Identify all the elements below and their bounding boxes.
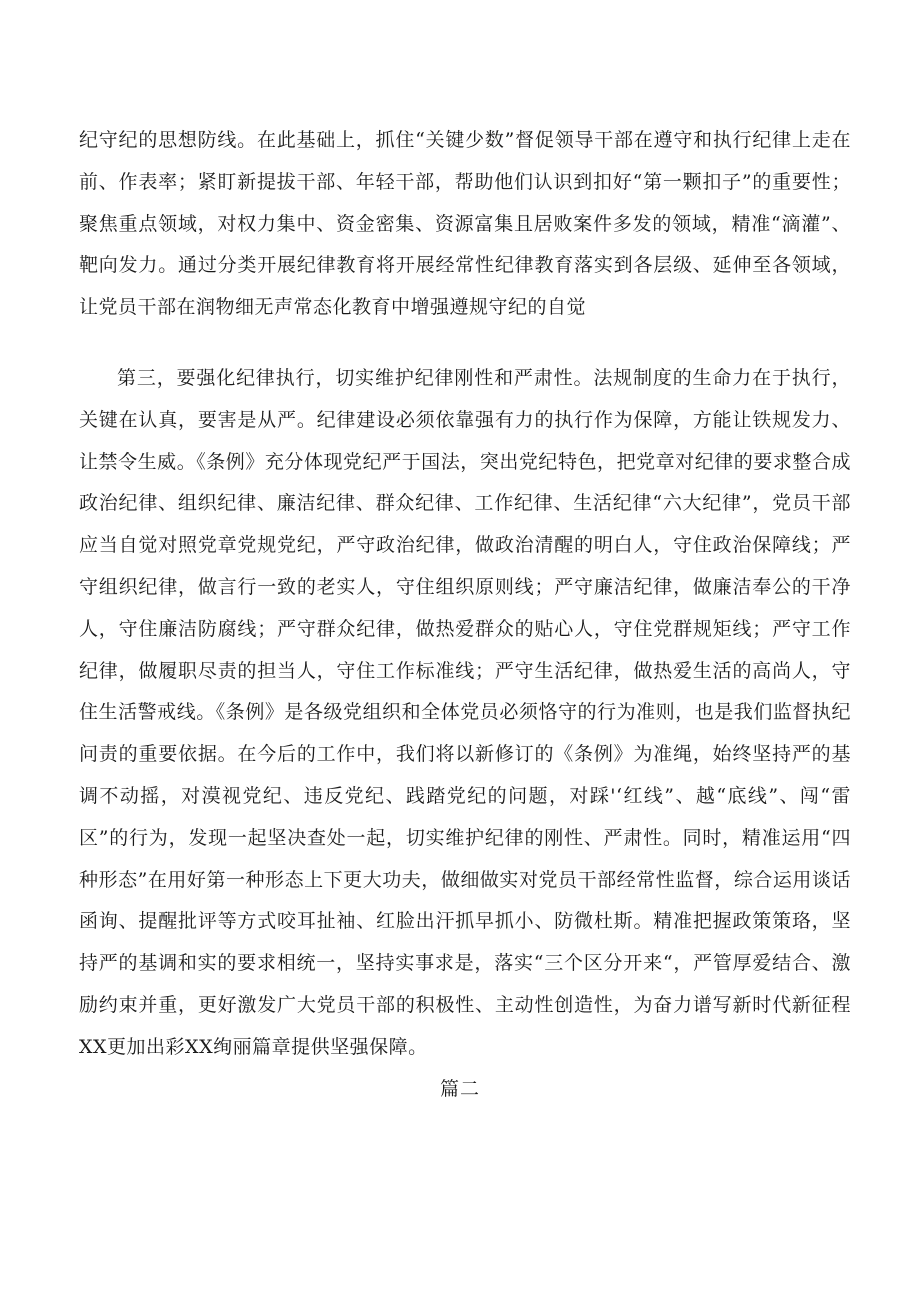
- section-title: 篇二: [439, 1078, 480, 1100]
- document-body: [79, 120, 851, 1069]
- paragraph-third-point: 第三，要强化纪律执行，切实维护纪律刚性和严肃性。法规制度的生命力在于执行，关键在认真，要害是从严。纪律建设必须依靠强有力的执行作为保障，方能让铁规发力、让禁令生威。《条例》充分体现党纪严于国法，突出党纪特色，把党章对纪律的要求整合成政治纪律、组织纪律、廉洁纪律、群众纪律、工作纪律、生活纪律“六大纪律”，党员干部应当自觉对照党章党规党纪，严守政治纪律，做政治清醒的明白人，守住政治保障线；严守组织纪律，做言行一致的老实人，守住组织原则线；严守廉洁纪律，做廉洁奉公的干净人，守住廉洁防腐线；严守群众纪律，做热爱群众的贴心人，守住党群规矩线；严守工作纪律，做履职尽责的担当人，守住工作标准线；严守生活纪律，做热爱生活的高尚人，守住生活警戒线。《条例》是各级党组织和全体党员必须恪守的行为准则，也是我们监督执纪问责的重要依据。在今后的工作中，我们将以新修订的《条例》为准绳，始终坚持严的基调不动摇，对漠视党纪、违反党纪、践踏党纪的问题，对踩'‘红线”、越“底线”、闯“雷区”的行为，发现一起坚决查处一起，切实维护纪律的刚性、严肃性。同时，精准运用“四种形态”在用好第一种形态上下更大功夫，做细做实对党员干部经常性监督，综合运用谈话函询、提醒批评等方式咬耳扯袖、红脸出汗抓早抓小、防微杜斯。精准把握政策策珞，坚持严的基调和实的要求相统一，坚持实事求是，落实“三个区分开来“，严管厚爱结合、激励约束并重，更好激发广大党员干部的积极性、主动性创造性，为奋力谱写新时代新征程XX更加出彩XX绚丽篇章提供坚强保障。: [79, 366, 851, 1058]
- paragraph-continued: 纪守纪的思想防线。在此基础上，抓住“关键少数”督促领导干部在遵守和执行纪律上走在前、作表率；紧盯新提拔干部、年轻干部，帮助他们认识到扣好“第一颗扣子”的重要性；聚焦重点领域，对权力集中、资金密集、资源富集且居败案件多发的领域，精准“滴灌”、靶向发力。通过分类开展纪律教育将开展经常性纪律教育落实到各层级、延伸至各领域，让党员干部在润物细无声常态化教育中增强遵规守纪的自觉: [79, 129, 851, 319]
